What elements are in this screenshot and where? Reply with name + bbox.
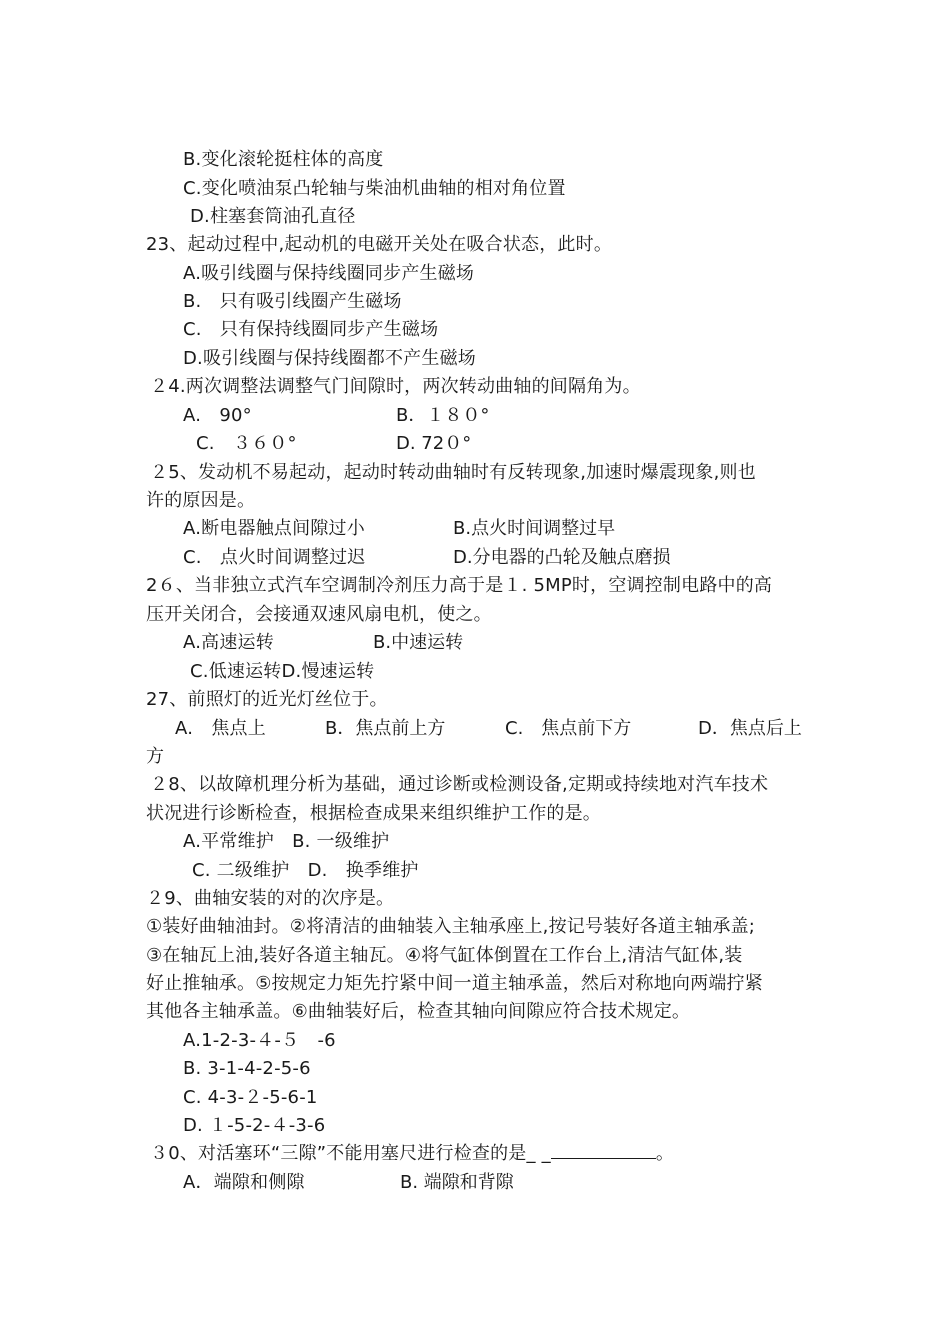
q26-stem-line1: 2６、当非独立式汽车空调制冷剂压力高于是１. 5MP时，空调控制电路中的高	[146, 575, 773, 596]
q24-option-a: A. 90°	[183, 405, 252, 426]
q29-body-line2: ③在轴瓦上油,装好各道主轴瓦。④将气缸体倒置在工作台上,清洁气缸体,装	[146, 945, 743, 966]
q27-option-b: B．焦点前上方	[325, 718, 446, 739]
q29-body-line4: 其他各主轴承盖。⑥曲轴装好后，检查其轴向间隙应符合技术规定。	[146, 1001, 691, 1022]
q24-option-d: D. 72０°	[396, 433, 472, 454]
q30-stem	[150, 1142, 674, 1166]
q23-stem: 23、起动过程中,起动机的电磁开关处在吸合状态，此时。	[146, 234, 613, 255]
q30-option-b: B. 端隙和背隙	[400, 1172, 514, 1193]
q30-stem-prefix: ３0、对活塞环“三隙”不能用塞尺进行检查的是_ _	[150, 1143, 551, 1164]
q28-stem-line2: 状况进行诊断检查，根据检查成果来组织维护工作的是。	[146, 803, 601, 824]
q27-stem: 27、前照灯的近光灯丝位于。	[146, 689, 388, 710]
q24-option-b: B．１８０°	[396, 405, 490, 426]
q29-option-c: C. 4-3-２-5-6-1	[183, 1087, 318, 1108]
q25-stem-line1: ２5、发动机不易起动，起动时转动曲轴时有反转现象,加速时爆震现象,则也	[150, 462, 756, 483]
q26-stem-line2: 压开关闭合，会接通双速风扇电机，使之。	[146, 604, 492, 625]
q26-option-cd: C.低速运转D.慢速运转	[190, 661, 375, 682]
q30-option-a: A．端隙和侧隙	[183, 1172, 305, 1193]
q29-stem: ２9、曲轴安装的对的次序是。	[146, 888, 395, 909]
q30-answer-blank	[551, 1142, 656, 1159]
q29-option-d: D. １-5-2-４-3-6	[183, 1115, 326, 1136]
q29-option-b: B. 3-1-4-2-5-6	[183, 1058, 311, 1079]
q25-option-c: C. 点火时间调整过迟	[183, 547, 366, 568]
q25-option-b: B.点火时间调整过早	[453, 518, 616, 539]
q28-options-cd: C. 二级维护 D. 换季维护	[192, 860, 419, 881]
q22-option-b: B.变化滚轮挺柱体的高度	[183, 149, 384, 170]
q23-option-d: D.吸引线圈与保持线圈都不产生磁场	[183, 348, 476, 369]
q23-option-a: A.吸引线圈与保持线圈同步产生磁场	[183, 263, 475, 284]
q27-option-c: C. 焦点前下方	[505, 718, 632, 739]
q22-option-d: D.柱塞套筒油孔直径	[190, 206, 356, 227]
q30-stem-suffix: 。	[655, 1143, 675, 1164]
q25-option-d: D.分电器的凸轮及触点磨损	[453, 547, 671, 568]
q23-option-b: B. 只有吸引线圈产生磁场	[183, 291, 402, 312]
q29-option-a: A.1-2-3-４-５ -6	[183, 1030, 336, 1051]
q27-option-d-continued: 方	[146, 746, 165, 767]
q25-option-a: A.断电器触点间隙过小	[183, 518, 365, 539]
q29-body-line3: 好止推轴承。⑤按规定力矩先拧紧中间一道主轴承盖，然后对称地向两端拧紧	[146, 973, 763, 994]
q29-body-line1: ①装好曲轴油封。②将清洁的曲轴装入主轴承座上,按记号装好各道主轴承盖;	[146, 916, 756, 937]
q23-option-c: C. 只有保持线圈同步产生磁场	[183, 319, 439, 340]
q27-option-a: A. 焦点上	[175, 718, 266, 739]
q26-option-b: B.中速运转	[373, 632, 464, 653]
q25-stem-line2: 许的原因是。	[146, 490, 256, 511]
q24-option-c: C. ３６０°	[196, 433, 297, 454]
q24-stem: ２4.两次调整法调整气门间隙时，两次转动曲轴的间隔角为。	[150, 376, 641, 397]
q22-option-c: C.变化喷油泵凸轮轴与柴油机曲轴的相对角位置	[183, 178, 566, 199]
q28-stem-line1: ２8、以故障机理分析为基础，通过诊断或检测设备,定期或持续地对汽车技术	[150, 774, 769, 795]
q27-option-d: D．焦点后上	[698, 718, 802, 739]
q26-option-a: A.高速运转	[183, 632, 274, 653]
q28-options-ab: A.平常维护 B. 一级维护	[183, 831, 390, 852]
